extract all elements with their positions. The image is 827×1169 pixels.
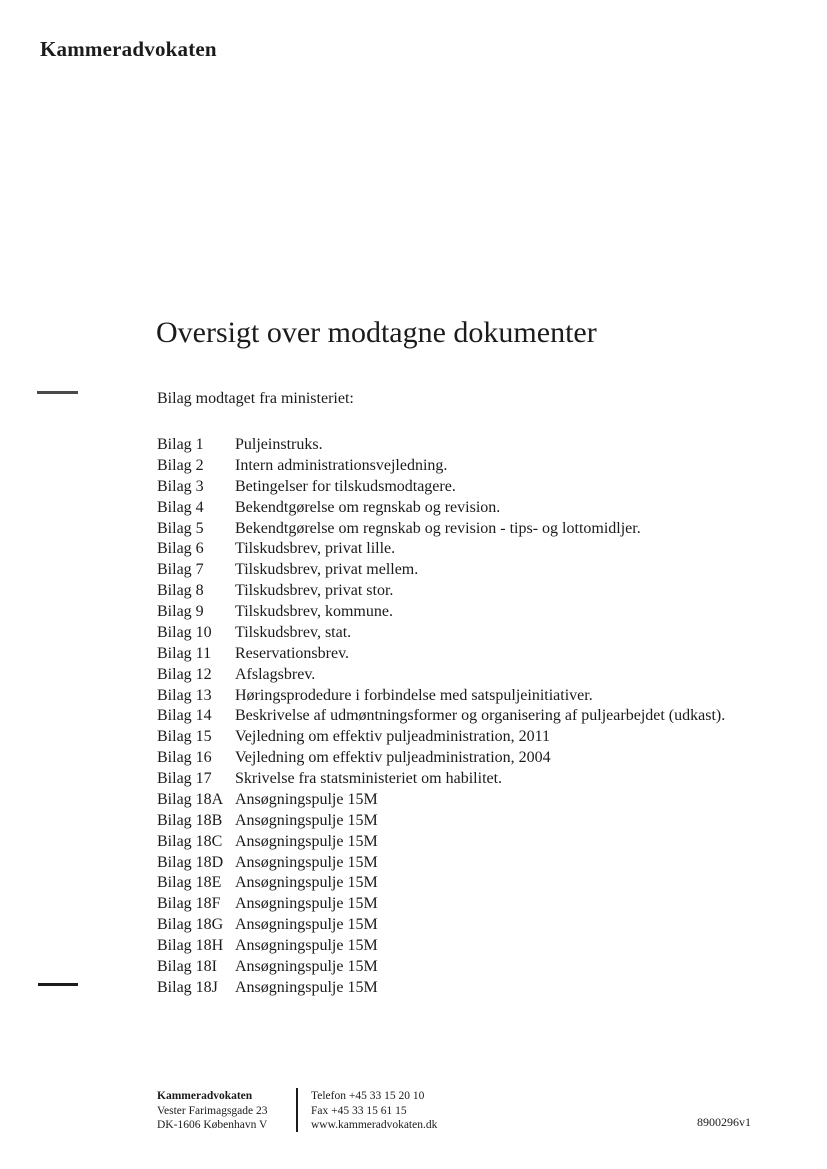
list-item [157,790,797,811]
attachment-description: Beskrivelse af udmøntningsformer og organisering af puljearbejdet (udkast). [235,707,726,725]
list-item [157,477,797,498]
attachment-label: Bilag 18J [157,978,218,996]
footer-contact-block [311,1089,437,1133]
list-item [157,769,797,790]
attachment-label: Bilag 18D [157,853,224,871]
attachment-label: Bilag 3 [157,477,204,495]
footer-fax: Fax +45 33 15 61 15 [311,1104,407,1117]
list-item [157,811,797,832]
fold-mark-top [37,391,78,394]
attachment-label: Bilag 14 [157,707,212,725]
list-item [157,727,797,748]
attachment-description: Ansøgningspulje 15M [235,937,378,954]
attachment-label: Bilag 13 [157,686,212,704]
list-item [157,560,797,581]
attachment-label: Bilag 11 [157,644,212,662]
attachment-label: Bilag 18A [157,790,224,808]
attachment-label: Bilag 18C [157,832,223,850]
footer-firm-name: Kammeradvokaten [157,1090,253,1102]
attachment-list [157,435,797,999]
attachment-label: Bilag 18E [157,874,222,892]
footer-website: www.kammeradvokaten.dk [311,1119,438,1132]
page-title: Oversigt over modtagne dokumenter [156,316,597,349]
list-item [157,665,797,686]
attachment-label: Bilag 18H [157,937,224,954]
list-item [157,978,797,999]
attachment-description: Skrivelse fra statsministeriet om habilitet. [235,770,503,787]
attachment-label: Bilag 15 [157,728,212,746]
attachment-description: Tilskudsbrev, privat mellem. [235,561,419,579]
attachment-description: Intern administrationsvejledning. [235,456,448,474]
attachment-label: Bilag 9 [157,603,204,620]
attachment-label: Bilag 1 [157,436,204,453]
intro-text: Bilag modtaget fra ministeriet: [157,390,354,407]
attachment-description: Ansøgningspulje 15M [235,957,378,975]
list-item [157,581,797,602]
attachment-description: Ansøgningspulje 15M [235,811,378,829]
attachment-description: Bekendtgørelse om regnskab og revision - tips- og lottomidljer. [235,519,641,537]
attachment-label: Bilag 18I [157,957,217,975]
attachment-description: Ansøgningspulje 15M [235,978,378,996]
list-item [157,873,797,894]
footer-address-street: Vester Farimagsgade 23 [157,1104,268,1117]
attachment-description: Afslagsbrev. [235,665,316,683]
attachment-description: Vejledning om effektiv puljeadministration, 2011 [235,728,551,746]
list-item [157,894,797,915]
list-item [157,936,797,957]
attachment-label: Bilag 4 [157,498,204,516]
attachment-description: Puljeinstruks. [235,436,323,453]
footer-address-block [157,1089,268,1133]
document-number: 8900296v1 [697,1115,751,1129]
attachment-description: Reservationsbrev. [235,644,350,662]
list-item [157,519,797,540]
attachment-label: Bilag 10 [157,623,212,641]
attachment-label: Bilag 6 [157,540,204,558]
footer-divider [296,1088,298,1132]
attachment-description: Ansøgningspulje 15M [235,790,378,808]
attachment-description: Tilskudsbrev, stat. [235,623,352,641]
firm-logo: Kammeradvokaten [40,37,217,61]
list-item [157,706,797,727]
fold-mark-bottom [38,983,78,986]
attachment-description: Betingelser for tilskudsmodtagere. [235,477,456,495]
list-item [157,435,797,456]
list-item [157,644,797,665]
attachment-label: Bilag 8 [157,582,204,600]
attachment-label: Bilag 5 [157,519,204,537]
list-item [157,498,797,519]
attachment-description: Tilskudsbrev, privat stor. [235,582,394,600]
list-item [157,853,797,874]
attachment-description: Ansøgningspulje 15M [235,895,378,913]
footer-telephone: Telefon +45 33 15 20 10 [311,1090,425,1102]
attachment-label: Bilag 16 [157,749,212,767]
attachment-label: Bilag 12 [157,665,212,683]
attachment-description: Høringsprodedure i forbindelse med satspuljeinitiativer. [235,686,593,704]
list-item [157,957,797,978]
attachment-description: Tilskudsbrev, kommune. [235,603,393,620]
list-item [157,748,797,769]
attachment-label: Bilag 7 [157,561,204,579]
footer-address-city: DK-1606 København V [157,1119,268,1132]
attachment-description: Vejledning om effektiv puljeadministration, 2004 [235,749,551,767]
list-item [157,686,797,707]
attachment-label: Bilag 18B [157,811,223,829]
list-item [157,602,797,623]
attachment-label: Bilag 17 [157,770,212,787]
attachment-description: Bekendtgørelse om regnskab og revision. [235,498,501,516]
list-item [157,832,797,853]
attachment-description: Ansøgningspulje 15M [235,832,378,850]
attachment-label: Bilag 18F [157,895,221,913]
list-item [157,623,797,644]
attachment-description: Ansøgningspulje 15M [235,874,378,892]
attachment-description: Ansøgningspulje 15M [235,916,378,934]
list-item [157,915,797,936]
list-item [157,456,797,477]
attachment-label: Bilag 18G [157,916,224,934]
attachment-label: Bilag 2 [157,456,204,474]
attachment-description: Ansøgningspulje 15M [235,853,378,871]
attachment-description: Tilskudsbrev, privat lille. [235,540,396,558]
list-item [157,539,797,560]
